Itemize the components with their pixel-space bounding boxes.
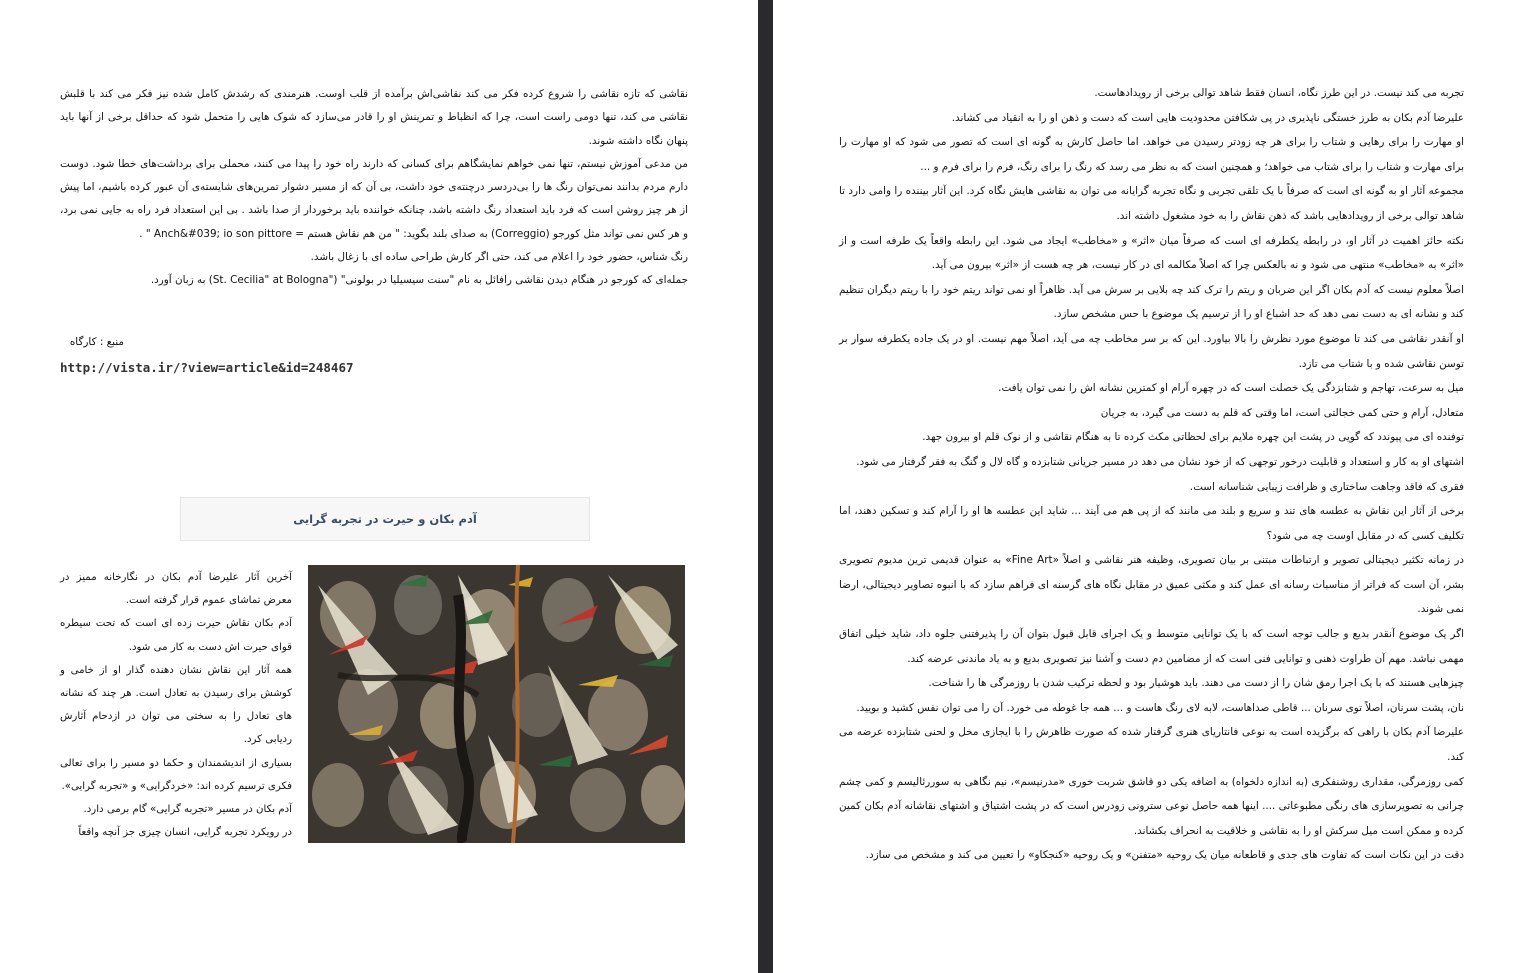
paragraph: اشتهای او به کار و استعداد و قابلیت درخور توجهی که از خود نشان می دهد در مسیر جریانی شتابزده و گاه لال و گنگ به فقر گرفتار می شود. <box>856 455 1464 468</box>
paragraph: کمی روزمرگی، مقداری روشنفکری (به اندازه دلخواه) به اضافه یکی دو قاشق شربت خوری «مدرنیسم»، نیم نگاهی به سوررئالیسم و کمی چشم چرانی به تصویرسازی های رنگی مطبوعاتی .... اینها همه حاصل نوعی سترونی زودرس است که در پشت اشتیاق و اشتهای نقاشانه آدم بکان کمین کرده و ممکن است میل سرکش او را به نقاشی و خلاقیت به انحراف بکشاند. <box>839 775 1464 837</box>
paragraph: فقری که فاقد وجاهت ساختاری و ظرافت زیبایی شناسانه است. <box>1189 480 1464 493</box>
right-article-text <box>839 81 1464 868</box>
paragraph: برخی از آثار این نقاش به عطسه های تند و سریع و بلند می مانند که از پی هم می آیند ... شاید این عطسه ها او را آرام کند و تسکین دهند، اما تکلیف کسی که در مقابل اوست چه می شود؟ <box>839 505 1464 542</box>
paragraph: چیزهایی هستند که با یک اجرا رمق شان را از دست می دهند. باید هوشیار بود و لحظه ترکیب شدن با روزمرگی ها را شناخت. <box>928 677 1464 690</box>
section-title-box <box>180 497 590 541</box>
abstract-painting-image <box>308 565 685 843</box>
paragraph: دقت در این نکات است که تفاوت های جدی و قاطعانه میان یک روحیه «متفنن» و یک روحیه «کنجکاو» را تعیین می کند و مشخص می سازد. <box>865 849 1464 862</box>
page-gutter <box>758 0 773 973</box>
source-label: منبع : کارگاه <box>69 336 124 348</box>
paragraph: آدم بکان در مسیر «تجربه گرایی» گام برمی دارد. <box>83 804 292 816</box>
paragraph: تجربه می کند نیست. در این طرز نگاه، انسان فقط شاهد توالی برخی از رویدادهاست. <box>1094 87 1464 99</box>
paragraph: توفنده ای می پیوندد که گویی در پشت این چهره ملایم برای لحظاتی مکث کرده تا به هنگام نقاشی و از نوک قلم او بیرون جهد. <box>922 431 1464 444</box>
paragraph: نکته حائز اهمیت در آثار او، در رابطه یکطرفه ای است که صرفاً میان «اثر» و «مخاطب» ایجاد می شود. این رابطه واقعاً یک طرفه است و از «اثر» به «مخاطب» منتهی می شود و نه بالعکس چرا که اصلاً مکالمه ای در کار نیست، هر چه هست از «اثر» بیرون می آید. <box>839 234 1464 272</box>
paragraph: نقاشی که تازه نقاشی را شروع کرده فکر می کند نقاشی‌اش برآمده از قلب اوست. هنرمندی که رشدش کامل شده نیز فکر می کند با قلبش نقاشی می کند، تنها دومی راست است، چرا که انظباط و تمرینش او را قادر می‌سازد که شوک هایی را متحمل شود که حداقل برخی از آنها باید پنهان نگاه داشته شوند. <box>60 88 688 147</box>
left-bottom-text <box>60 566 292 844</box>
paragraph: مجموعه آثار او به گونه ای است که صرفاً با یک تلقی تجربی و نگاه تجربه گرایانه می توان به نقاشی هایش نگاه کرد. این آثار بیننده را وامی دارد تا شاهد توالی برخی از رویدادهایی باشد که ذهن نقاش را به خود مشغول داشته اند. <box>839 185 1464 222</box>
paragraph: همه آثار این نقاش نشان دهنده گذار او از خامی و کوشش برای رسیدن به تعادل است. هر چند که نشانه های تعادل را به سختی می توان در ازدحام آثارش ردیابی کرد. <box>60 664 292 746</box>
paragraph: متعادل، آرام و حتی کمی خجالتی است، اما وقتی که قلم به دست می گیرد، به جریان <box>1100 406 1464 419</box>
paragraph: نان، پشت سرنان، اصلاً توی سرنان ... قاطی صداهاست، لابه لای رنگ هاست و ... همه جا غوطه می خورد. آن را می توان نفس کشید و بویید. <box>856 701 1464 714</box>
paragraph: رنگ شناس، حضور خود را اعلام می کند، حتی اگر کارش طراحی ساده ای با زغال باشد. <box>310 251 688 264</box>
section-title: آدم بکان و حیرت در تجربه گرایی <box>293 512 477 526</box>
paragraph: در رویکرد تجربه گرایی، انسان چیزی جز آنچه واقعاً <box>78 827 292 839</box>
left-article-text <box>60 83 688 293</box>
paragraph: آدم بکان نقاش حیرت زده ای است که تحت سیطره قوای حیرت اش دست به کار می شود. <box>60 618 292 653</box>
right-page <box>773 0 1536 973</box>
paragraph: جمله‌ای که کورجو در هنگام دیدن نقاشی رافائل به نام "سنت سیسیلیا در بولونی" ("St. Cecilia" at Bologna) به زبان آورد. <box>150 274 688 287</box>
paragraph: میل به سرعت، تهاجم و شتابزدگی یک خصلت است که در چهره آرام او کمترین نشانه اش را نمی توان یافت. <box>998 382 1464 395</box>
left-page <box>0 0 758 973</box>
paragraph: او آنقدر نقاشی می کند تا موضوع مورد نظرش را بالا بیاورد. این که بر سر مخاطب چه می آید، اصلاً مهم نیست. او در یک جاده یکطرفه سوار بر توسن نقاشی شده و با شتاب می تازد. <box>839 332 1464 370</box>
paragraph: آخرین آثار علیرضا آدم بکان در نگارخانه ممیز در معرض تماشای عموم قرار گرفته است. <box>60 572 292 607</box>
paragraph: بسیاری از اندیشمندان و حکما دو مسیر را برای تعالی فکری ترسیم کرده اند: «خردگرایی» و «تجربه گرایی». <box>60 757 292 792</box>
paragraph: علیرضا آدم بکان با راهی که برگزیده است به نوعی فانتاریای هنری گرفتار شده که صورت ظاهرش را با ایجازی مخل و لحنی شتابزده عرضه می کند. <box>839 726 1464 764</box>
paragraph: اصلاً معلوم نیست که آدم بکان اگر این ضربان و ریتم را ترک کند چه بلایی بر سرش می آید. ظاهراً او نمی تواند ریتم خود را با ریتم دیگران تنظیم کند و نشانه ای به دست نمی دهد که حد اشباع او را از ترسیم یک موضوع با حس مشخص سازد. <box>839 283 1464 321</box>
paragraph: من مدعی آموزش نیستم، تنها نمی خواهم نمایشگاهم برای کسانی که دارند راه خود را پیدا می کنند، محملی برای برداشت‌های خطا شود. دوست دارم مردم بدانند نمی‌توان رنگ ها را بی‌دردسر درچنته‌ی خود داشت، بی آن که از مسیر دشوار تمرین‌های شایسته‌ی آن عبور کرده باشیم، اما پیش از هر چیز روشن است که فرد باید استعداد رنگ داشته باشد، چنانکه خواننده باید برخوردار از صدا باشد . بی این استعداد فرد راه به جایی نمی برد، و هر کس نمی تواند مثل کورجو (Correggio) به صدای بلند بگوید: " من هم نقاش هستم = Anch&#039; io son pittore " . <box>60 157 688 240</box>
paragraph: علیرضا آدم بکان به طرز خستگی ناپذیری در پی شکافتن محدودیت هایی است که دست و ذهن او را به انقیاد می کشاند. <box>951 111 1464 124</box>
paragraph: اگر یک موضوع آنقدر بدیع و جالب توجه است که با یک توانایی متوسط و یک اجرای قابل قبول بتوان آن را پذیرفتنی جلوه داد، شاید خیلی اتفاق مهمی نباشد. مهم آن طراوت ذهنی و توانایی فنی است که از مضامین دم دست و آشنا نیز تصویری بدیع و به یاد ماندنی عرضه کند. <box>839 628 1464 665</box>
paragraph: او مهارت را برای رهایی و شتاب را برای هر چه زودتر رسیدن می خواهد. اما حاصل کارش به گونه ای است که تصور می شود که او مهارت را برای مهارت و شتاب را برای شتاب می خواهد؛ و همچنین است که به نظر می رسد که رنگ را برای رنگ، فرم را برای فرم و ... <box>839 136 1464 173</box>
paragraph: در زمانه تکثیر دیجیتالی تصویر و ارتباطات مبتنی بر بیان تصویری، وظیفه هنر نقاشی و اصلاً «Fine Art» به عنوان قدیمی ترین مدیوم تصویری بشر، آن است که فراتر از مناسبات رسانه ای عمل کند و مکثی عمیق در مقابل نگاه های گرسنه ای فراهم سازد که با انبوه تصاویر دیجیتالی، ارضا نمی شوند. <box>839 554 1464 616</box>
source-link[interactable]: http://vista.ir/?view=article&id=248467 <box>60 360 354 375</box>
